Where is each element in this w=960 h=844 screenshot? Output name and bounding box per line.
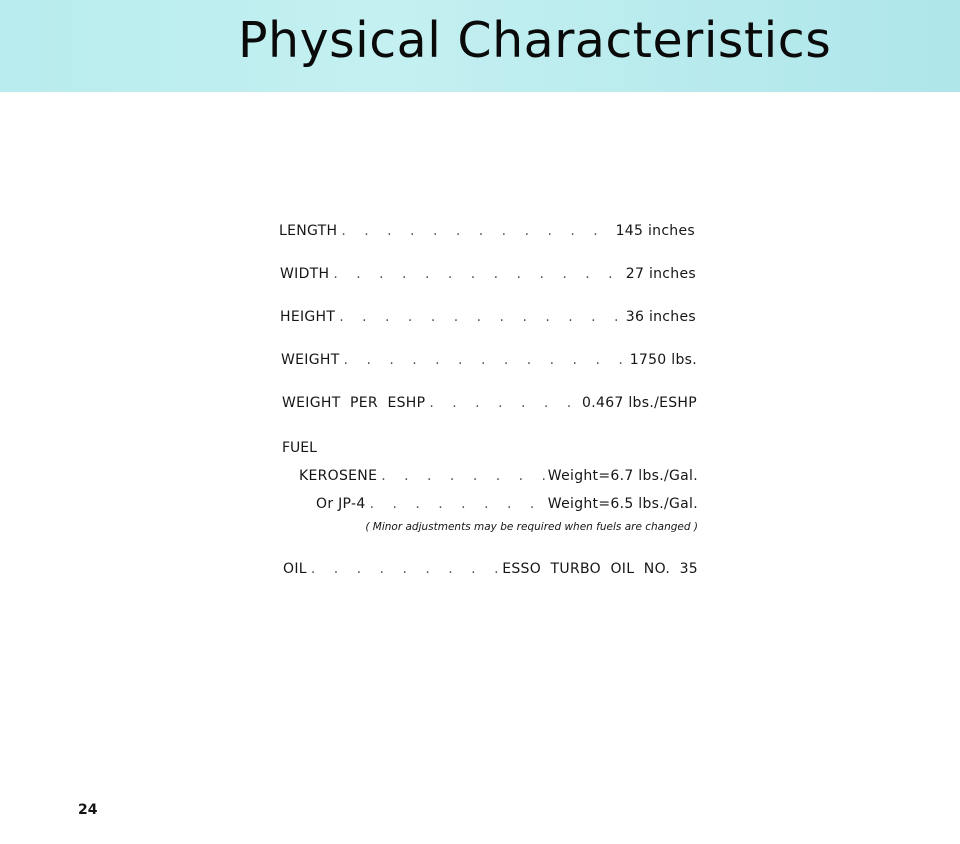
spec-label: OIL: [283, 561, 307, 577]
dot-leader: [329, 266, 625, 282]
dot-leader: [425, 395, 582, 411]
spec-row-length: [279, 223, 695, 239]
spec-value: ESSO TURBO OIL NO. 35: [502, 561, 698, 577]
spec-label: HEIGHT: [280, 309, 336, 325]
spec-row-weight-per-eshp: [282, 395, 697, 411]
spec-row-jp4: [316, 496, 698, 512]
dot-leader: [366, 496, 548, 512]
spec-value: 0.467 lbs./ESHP: [582, 395, 697, 411]
spec-label: WEIGHT: [281, 352, 340, 368]
spec-value: 27 inches: [625, 266, 696, 282]
spec-row-height: [280, 309, 696, 325]
spec-value: 145 inches: [615, 223, 695, 239]
spec-value: Weight=6.5 lbs./Gal.: [547, 496, 698, 512]
spec-label: WEIGHT PER ESHP: [282, 395, 426, 411]
spec-label: WIDTH: [280, 266, 330, 282]
spec-row-oil: [283, 561, 698, 577]
spec-row-kerosene: [299, 468, 698, 484]
page-number: 24: [78, 802, 98, 818]
dot-leader: [337, 223, 615, 239]
dot-leader: [340, 352, 630, 368]
page-title: Physical Characteristics: [238, 12, 832, 69]
spec-value: Weight=6.7 lbs./Gal.: [547, 468, 698, 484]
spec-label: LENGTH: [279, 223, 338, 239]
dot-leader: [307, 561, 502, 577]
spec-row-width: [280, 266, 696, 282]
spec-row-weight: [281, 352, 697, 368]
dot-leader: [377, 468, 548, 484]
spec-value: 36 inches: [625, 309, 696, 325]
spec-value: 1750 lbs.: [629, 352, 697, 368]
fuel-note: ( Minor adjustments may be required when fuels are changed ): [365, 521, 698, 533]
dot-leader: [335, 309, 626, 325]
fuel-heading: FUEL: [282, 440, 317, 456]
spec-label: Or JP-4: [316, 496, 366, 512]
spec-label: KEROSENE: [299, 468, 378, 484]
